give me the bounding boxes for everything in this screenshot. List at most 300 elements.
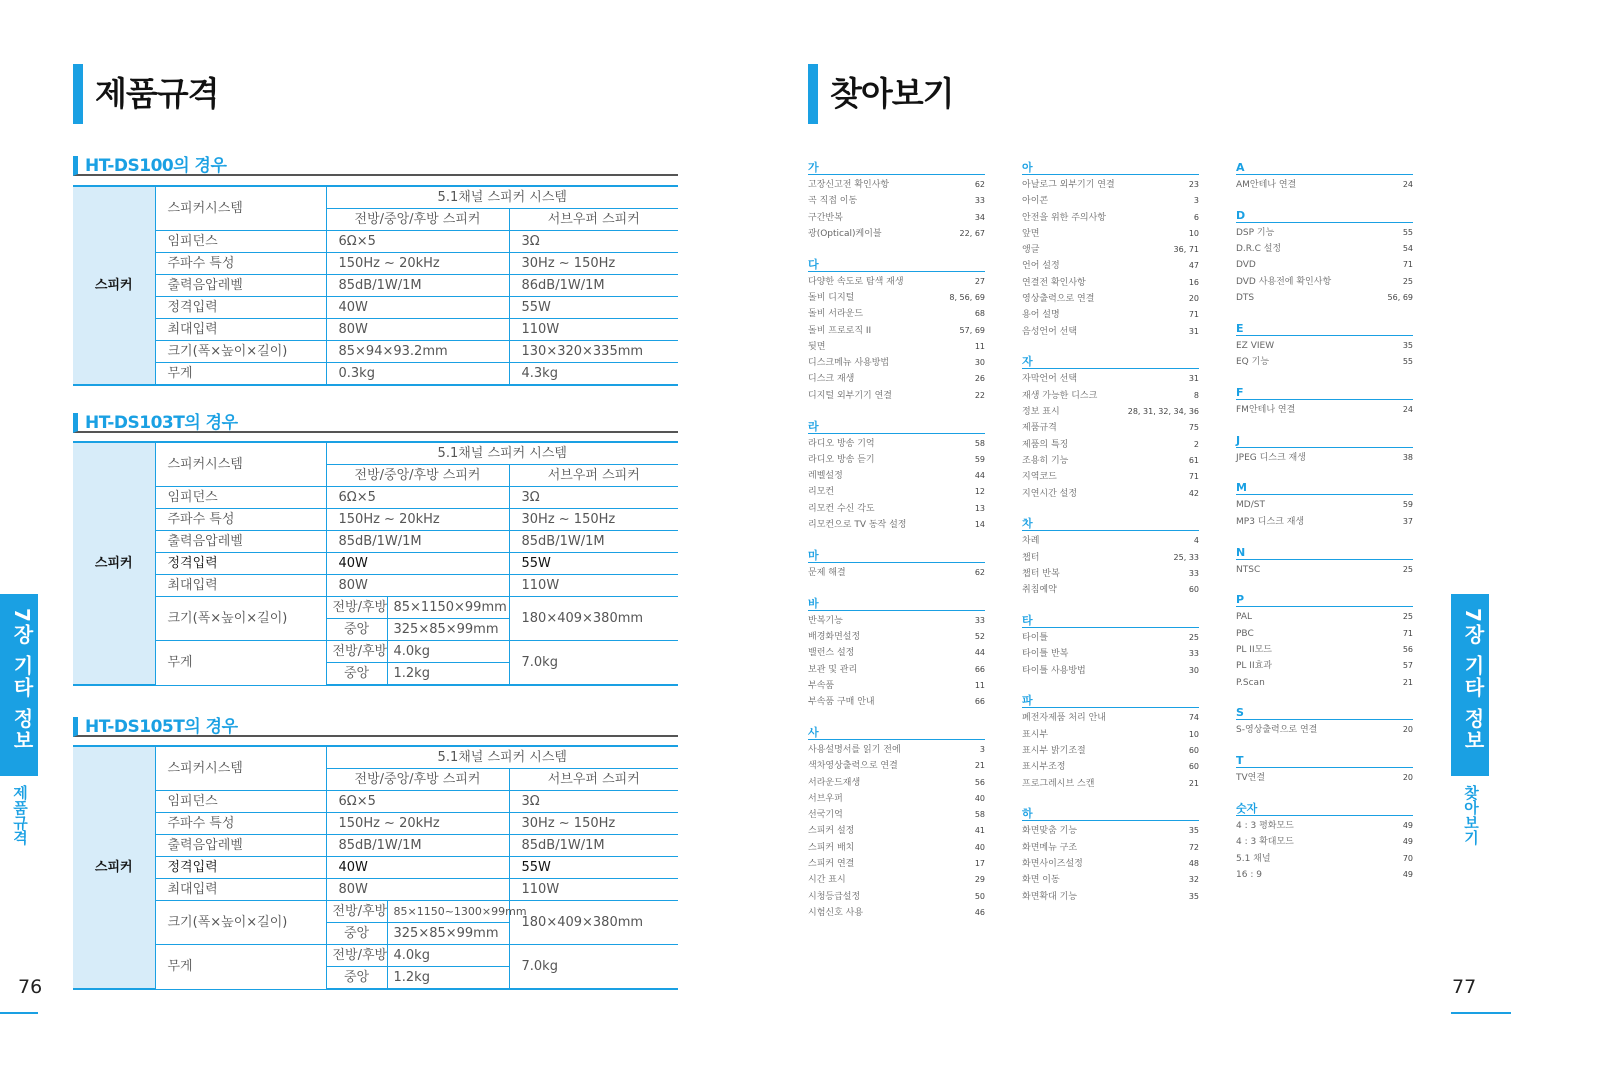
index-entry[interactable]	[808, 775, 985, 791]
row-label: 출력음압레벨	[155, 531, 326, 553]
index-page-ref: 60	[1188, 762, 1199, 772]
index-entry[interactable]	[808, 629, 985, 645]
index-page-ref: 32	[1188, 875, 1199, 885]
index-term: MP3 디스크 재생	[1236, 516, 1305, 527]
index-page-ref: 56	[1402, 644, 1413, 654]
col-header-front: 전방/중앙/후방 스피커	[326, 209, 509, 231]
index-entry[interactable]	[808, 694, 985, 710]
index-term: D.R.C 설정	[1236, 244, 1282, 255]
index-entry[interactable]	[1236, 818, 1413, 834]
index-term: 반복기능	[808, 615, 843, 626]
index-page-ref: 42	[1188, 488, 1199, 498]
index-entry[interactable]	[1022, 275, 1199, 291]
index-entry[interactable]	[1236, 290, 1413, 306]
index-entry[interactable]	[1022, 743, 1199, 759]
index-entry[interactable]	[1022, 307, 1199, 323]
index-page-ref: 57	[1402, 661, 1413, 671]
index-term: 앵글	[1022, 245, 1040, 256]
chapter-tab-left[interactable]	[0, 594, 38, 776]
index-entry[interactable]	[1022, 550, 1199, 566]
spec-table-ht-ds105t	[73, 745, 678, 990]
index-entry[interactable]	[1022, 404, 1199, 420]
index-group	[1236, 801, 1413, 883]
sub-value: 180×409×380mm	[509, 901, 678, 945]
front-value: 80W	[326, 319, 509, 341]
index-entry[interactable]	[808, 226, 985, 242]
sub-label: 중앙	[326, 663, 387, 686]
index-term: 화면맞춤 기능	[1022, 826, 1078, 837]
index-entry[interactable]	[1236, 562, 1413, 578]
index-group	[808, 548, 985, 581]
index-page-ref: 40	[974, 793, 985, 803]
index-page-ref: 34	[974, 212, 985, 222]
index-page-ref: 49	[1402, 820, 1413, 830]
sub-label: 전방/후방	[326, 597, 387, 619]
index-entry[interactable]	[808, 662, 985, 678]
index-term: 라디오 방송 기억	[808, 438, 875, 449]
index-page-ref: 56	[974, 777, 985, 787]
index-term: DVD	[1236, 260, 1256, 271]
index-entry[interactable]	[808, 678, 985, 694]
index-entry[interactable]	[808, 889, 985, 905]
index-term: 곡 직접 이동	[808, 196, 858, 207]
index-entry[interactable]	[808, 468, 985, 484]
page-title-specs: 제품규격	[73, 64, 219, 124]
index-group-heading: S	[1236, 705, 1413, 720]
index-page-ref: 24	[1402, 404, 1413, 414]
index-page-ref: 58	[974, 438, 985, 448]
row-label: 주파수 특성	[155, 509, 326, 531]
index-term: 서브우퍼	[808, 793, 843, 804]
index-term: 화면사이즈설정	[1022, 859, 1083, 869]
index-page-ref: 56, 69	[1387, 292, 1413, 302]
index-term: DTS	[1236, 292, 1255, 303]
sub-value: 86dB/1W/1M	[509, 275, 678, 297]
index-entry[interactable]	[1022, 486, 1199, 502]
index-term: 지연시간 설정	[1022, 488, 1078, 499]
index-term: 자막언어 선택	[1022, 374, 1078, 385]
index-group-heading: 하	[1022, 806, 1199, 821]
front-value: 150Hz ~ 20kHz	[326, 813, 509, 835]
index-page-ref: 11	[974, 341, 985, 351]
index-page-ref: 57, 69	[959, 325, 985, 335]
index-column-3	[1236, 160, 1413, 898]
index-term: 안전을 위한 주의사항	[1022, 212, 1106, 223]
index-term: 라디오 방송 듣기	[808, 454, 875, 465]
index-entry[interactable]	[1022, 242, 1199, 258]
index-page-ref: 55	[1402, 357, 1413, 367]
index-term: 연결전 확인사항	[1022, 277, 1086, 288]
index-group-heading: 라	[808, 419, 985, 434]
index-page-ref: 20	[1402, 773, 1413, 783]
index-entry[interactable]	[808, 840, 985, 856]
index-group-heading: 타	[1022, 613, 1199, 628]
index-entry[interactable]	[1022, 388, 1199, 404]
index-entry[interactable]	[1236, 626, 1413, 642]
index-page-ref: 35	[1402, 340, 1413, 350]
row-label: 크기(폭×높이×길이)	[155, 341, 326, 363]
index-page-ref: 3	[979, 744, 985, 754]
col-header-front: 전방/중앙/후방 스피커	[326, 769, 509, 791]
chapter-tab-right[interactable]	[1451, 594, 1489, 776]
index-entry[interactable]	[808, 177, 985, 193]
front-value: 80W	[326, 879, 509, 901]
index-entry[interactable]	[1022, 663, 1199, 679]
index-page-ref: 26	[974, 374, 985, 384]
index-term: 사용설명서를 읽기 전에	[808, 744, 901, 755]
front-value: 85×1150×99mm	[387, 597, 509, 619]
index-entry[interactable]	[1236, 658, 1413, 674]
index-page-ref: 61	[1188, 455, 1199, 465]
index-entry[interactable]	[1022, 469, 1199, 485]
index-group	[808, 419, 985, 534]
index-entry[interactable]	[1022, 840, 1199, 856]
index-term: 제품규격	[1022, 423, 1057, 434]
col-header-sub: 서브우퍼 스피커	[509, 465, 678, 487]
index-entry[interactable]	[808, 484, 985, 500]
index-group	[1236, 480, 1413, 530]
index-entry[interactable]	[1022, 856, 1199, 872]
index-entry[interactable]	[1022, 727, 1199, 743]
index-term: DSP 기능	[1236, 227, 1275, 238]
sub-value: 4.3kg	[509, 363, 678, 386]
index-term: 시간 표시	[808, 875, 846, 886]
front-value: 85×1150~1300×99mm	[387, 901, 509, 923]
index-page-ref: 62	[974, 180, 985, 189]
front-value: 1.2kg	[387, 663, 509, 686]
index-entry[interactable]	[1236, 450, 1413, 466]
index-page-ref: 62	[974, 567, 985, 577]
index-group-heading: N	[1236, 545, 1413, 560]
index-page-ref: 23	[1188, 180, 1199, 189]
index-group	[1022, 693, 1199, 791]
index-page-ref: 31	[1188, 374, 1199, 384]
sub-label: 중앙	[326, 923, 387, 945]
index-entry[interactable]	[1236, 514, 1413, 530]
index-group-heading: J	[1236, 433, 1413, 448]
row-label: 정격입력	[155, 297, 326, 319]
index-entry[interactable]	[1022, 630, 1199, 646]
index-term: 스피커 배치	[808, 842, 855, 853]
index-term: 챕터	[1022, 552, 1040, 563]
index-page-ref: 29	[974, 875, 985, 885]
index-entry[interactable]	[1236, 770, 1413, 786]
index-page-ref: 8	[1193, 390, 1199, 400]
index-entry[interactable]	[1022, 582, 1199, 598]
index-entry[interactable]	[808, 501, 985, 517]
index-term: 선국기억	[808, 810, 843, 821]
index-page-ref: 25, 33	[1173, 552, 1199, 562]
front-value: 40W	[326, 553, 509, 575]
index-entry[interactable]	[808, 613, 985, 629]
index-page-ref: 24	[1402, 180, 1413, 189]
index-page-ref: 38	[1402, 452, 1413, 462]
index-page-ref: 74	[1188, 713, 1199, 723]
index-term: 프로그레시브 스캔	[1022, 778, 1095, 789]
index-entry[interactable]	[808, 823, 985, 839]
index-entry[interactable]	[808, 905, 985, 921]
index-term: PAL	[1236, 612, 1253, 623]
index-term: 앞면	[1022, 228, 1040, 239]
index-entry[interactable]	[1022, 210, 1199, 226]
front-value: 85dB/1W/1M	[326, 275, 509, 297]
index-entry[interactable]	[808, 290, 985, 306]
index-term: 차례	[1022, 536, 1040, 547]
index-entry[interactable]	[1236, 642, 1413, 658]
index-term: JPEG 디스크 재생	[1236, 452, 1306, 463]
section-tab-right[interactable]: 찾아보기	[1462, 785, 1480, 845]
index-page-ref: 71	[1402, 628, 1413, 638]
index-group	[1236, 208, 1413, 306]
index-page-ref: 40	[974, 842, 985, 852]
index-term: 돌비 서라운드	[808, 309, 864, 320]
index-group	[808, 725, 985, 921]
index-page-ref: 8, 56, 69	[949, 292, 985, 302]
row-label: 최대입력	[155, 575, 326, 597]
index-entry[interactable]	[1022, 710, 1199, 726]
index-entry[interactable]	[1022, 420, 1199, 436]
index-entry[interactable]	[1022, 453, 1199, 469]
front-value: 40W	[326, 857, 509, 879]
index-group	[808, 160, 985, 242]
page-number-right: 77	[1452, 976, 1477, 998]
index-term: 재생 가능한 디스크	[1022, 390, 1098, 401]
index-term: DVD 사용전에 확인사항	[1236, 276, 1332, 287]
index-group	[1236, 385, 1413, 418]
index-term: PBC	[1236, 628, 1254, 639]
index-page-ref: 12	[974, 487, 985, 497]
index-entry[interactable]	[808, 339, 985, 355]
index-entry[interactable]	[808, 274, 985, 290]
index-column-2	[1022, 160, 1199, 919]
index-page-ref: 59	[974, 454, 985, 464]
index-term: EQ 기능	[1236, 357, 1270, 368]
index-term: 언어 설정	[1022, 261, 1060, 272]
index-entry[interactable]	[1236, 722, 1413, 738]
section-tab-left[interactable]: 제품규격	[11, 785, 29, 845]
front-value: 80W	[326, 575, 509, 597]
index-entry[interactable]	[1236, 497, 1413, 513]
index-entry[interactable]	[1236, 834, 1413, 850]
index-page-ref: 60	[1188, 585, 1199, 595]
index-page-ref: 33	[1188, 649, 1199, 659]
index-page-ref: 46	[974, 907, 985, 917]
index-entry[interactable]	[1236, 177, 1413, 193]
system-value: 5.1채널 스피커 시스템	[326, 442, 678, 465]
index-term: P.Scan	[1236, 677, 1265, 688]
index-entry[interactable]	[1022, 324, 1199, 340]
index-page-ref: 55	[1402, 227, 1413, 237]
row-label: 최대입력	[155, 879, 326, 901]
row-label: 주파수 특성	[155, 813, 326, 835]
col-header-sub: 서브우퍼 스피커	[509, 209, 678, 231]
index-page-ref: 49	[1402, 869, 1413, 879]
index-group-heading: M	[1236, 480, 1413, 495]
index-term: 부속품	[808, 680, 835, 691]
index-entry[interactable]	[1022, 759, 1199, 775]
index-entry[interactable]	[808, 565, 985, 581]
index-term: 리모컨 수신 각도	[808, 503, 875, 514]
index-term: 표시부 밝기조절	[1022, 746, 1086, 757]
index-entry[interactable]	[808, 758, 985, 774]
index-entry[interactable]	[808, 388, 985, 404]
index-term: 제품의 특징	[1022, 439, 1069, 450]
sub-value: 130×320×335mm	[509, 341, 678, 363]
index-entry[interactable]	[1022, 823, 1199, 839]
front-value: 6Ω×5	[326, 231, 509, 253]
sub-label: 전방/후방	[326, 641, 387, 663]
index-term: FM안테나 연결	[1236, 404, 1296, 415]
index-page-ref: 21	[974, 761, 985, 771]
index-entry[interactable]	[808, 355, 985, 371]
index-page-ref: 35	[1188, 826, 1199, 836]
index-entry[interactable]	[808, 791, 985, 807]
index-page-ref: 27	[974, 276, 985, 286]
index-entry[interactable]	[1022, 533, 1199, 549]
index-page-ref: 48	[1188, 859, 1199, 868]
index-page-ref: 47	[1188, 261, 1199, 271]
index-page-ref: 72	[1188, 842, 1199, 852]
page-title-index: 찾아보기	[808, 64, 954, 124]
index-entry[interactable]	[1236, 241, 1413, 257]
index-page-ref: 71	[1188, 310, 1199, 320]
index-entry[interactable]	[1022, 437, 1199, 453]
index-entry[interactable]	[1236, 274, 1413, 290]
index-page-ref: 22	[974, 390, 985, 400]
index-entry[interactable]	[1022, 371, 1199, 387]
index-term: 리모컨	[808, 487, 835, 498]
section-heading-ht-ds100: HT-DS100의 경우	[73, 156, 678, 176]
chapter-tab-label: 7장 기타 정보	[10, 608, 34, 752]
index-entry[interactable]	[808, 371, 985, 387]
index-entry[interactable]	[808, 452, 985, 468]
index-entry[interactable]	[1022, 226, 1199, 242]
index-entry[interactable]	[808, 742, 985, 758]
index-page-ref: 30	[1188, 665, 1199, 675]
index-entry[interactable]	[1022, 177, 1199, 193]
front-value: 85dB/1W/1M	[326, 531, 509, 553]
index-term: 화면 이동	[1022, 875, 1060, 886]
index-entry[interactable]	[808, 872, 985, 888]
index-group-heading: 바	[808, 596, 985, 611]
index-entry[interactable]	[1236, 402, 1413, 418]
section-heading-ht-ds103t: HT-DS103T의 경우	[73, 413, 678, 433]
index-page-ref: 10	[1188, 228, 1199, 238]
index-page-ref: 33	[974, 196, 985, 206]
index-group	[1236, 753, 1413, 786]
index-entry[interactable]	[808, 193, 985, 209]
index-group	[1022, 613, 1199, 679]
index-term: S-영상출력으로 연결	[1236, 725, 1318, 736]
front-value: 150Hz ~ 20kHz	[326, 509, 509, 531]
index-entry[interactable]	[1022, 646, 1199, 662]
index-entry[interactable]	[808, 645, 985, 661]
index-entry[interactable]	[1022, 776, 1199, 792]
index-entry[interactable]	[1022, 291, 1199, 307]
index-page-ref: 37	[1402, 516, 1413, 526]
index-page-ref: 14	[974, 520, 985, 530]
index-entry[interactable]	[1236, 675, 1413, 691]
index-page-ref: 17	[974, 859, 985, 868]
index-group-heading: 자	[1022, 354, 1199, 369]
index-entry[interactable]	[808, 436, 985, 452]
sub-value: 3Ω	[509, 791, 678, 813]
index-group	[1236, 160, 1413, 193]
index-group-heading: E	[1236, 321, 1413, 336]
index-entry[interactable]	[1022, 258, 1199, 274]
index-group	[1022, 806, 1199, 904]
sub-label: 전방/후방	[326, 945, 387, 967]
index-entry[interactable]	[1022, 872, 1199, 888]
row-label: 출력음압레벨	[155, 835, 326, 857]
index-entry[interactable]	[808, 210, 985, 226]
index-page-ref: 3	[1193, 196, 1199, 206]
page-rule-left	[0, 1012, 38, 1014]
index-entry[interactable]	[1236, 851, 1413, 867]
index-page-ref: 28, 31, 32, 34, 36	[1127, 407, 1199, 417]
index-term: 광(Optical)케이블	[808, 228, 882, 239]
index-entry[interactable]	[1236, 354, 1413, 370]
index-term: 디스크메뉴 사용방법	[808, 358, 890, 369]
sub-value: 85dB/1W/1M	[509, 531, 678, 553]
index-entry[interactable]	[808, 856, 985, 872]
index-entry[interactable]	[1022, 566, 1199, 582]
index-entry[interactable]	[1236, 867, 1413, 883]
index-page-ref: 25	[1402, 564, 1413, 574]
index-term: 용어 설명	[1022, 310, 1060, 321]
row-label: 스피커시스템	[155, 746, 326, 791]
index-term: 시험신호 사용	[808, 907, 864, 918]
row-label: 스피커시스템	[155, 186, 326, 231]
sub-value: 180×409×380mm	[509, 597, 678, 641]
index-page-ref: 44	[974, 471, 985, 481]
index-entry[interactable]	[808, 306, 985, 322]
sub-value: 110W	[509, 879, 678, 901]
index-page-ref: 11	[974, 680, 985, 690]
index-page-ref: 33	[974, 615, 985, 625]
front-value: 325×85×99mm	[387, 923, 509, 945]
front-value: 4.0kg	[387, 641, 509, 663]
front-value: 6Ω×5	[326, 487, 509, 509]
index-entry[interactable]	[1022, 889, 1199, 905]
index-entry[interactable]	[1022, 193, 1199, 209]
index-entry[interactable]	[1236, 609, 1413, 625]
index-term: 돌비 디지털	[808, 292, 855, 303]
index-term: 음성언어 선택	[1022, 326, 1078, 337]
index-entry[interactable]	[1236, 338, 1413, 354]
index-page-ref: 68	[974, 309, 985, 319]
sub-value: 30Hz ~ 150Hz	[509, 509, 678, 531]
index-group	[1022, 354, 1199, 501]
index-term: 고장신고전 확인사항	[808, 180, 890, 190]
index-entry[interactable]	[808, 323, 985, 339]
front-value: 0.3kg	[326, 363, 509, 386]
index-term: PL II모드	[1236, 644, 1272, 655]
index-term: 타이틀 사용방법	[1022, 665, 1086, 676]
index-entry[interactable]	[1236, 257, 1413, 273]
index-entry[interactable]	[808, 807, 985, 823]
row-label: 스피커시스템	[155, 442, 326, 487]
index-page-ref: 75	[1188, 423, 1199, 433]
index-page-ref: 35	[1188, 891, 1199, 901]
row-label: 주파수 특성	[155, 253, 326, 275]
index-term: 화면메뉴 구조	[1022, 842, 1078, 853]
index-term: 화면확대 기능	[1022, 891, 1078, 902]
index-entry[interactable]	[808, 517, 985, 533]
row-label: 크기(폭×높이×길이)	[155, 597, 326, 641]
index-entry[interactable]	[1236, 225, 1413, 241]
row-label: 무게	[155, 945, 326, 990]
